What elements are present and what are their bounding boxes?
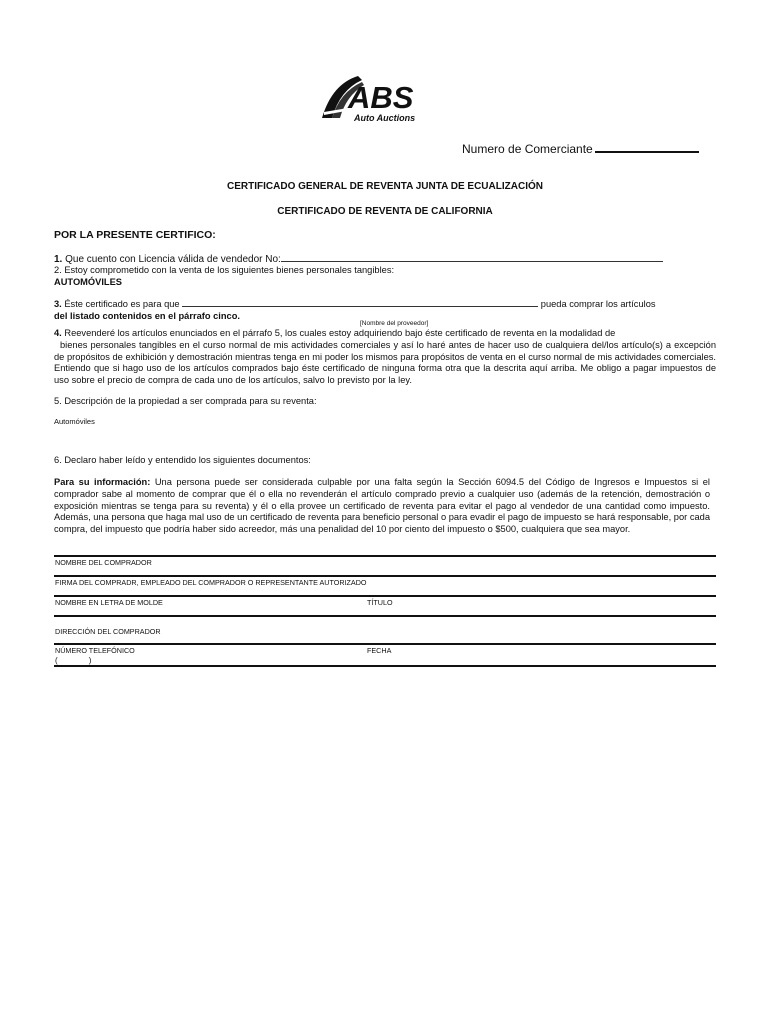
buyer-name-field[interactable] — [54, 575, 716, 577]
address-label: DIRECCIÓN DEL COMPRADOR — [55, 627, 161, 636]
provider-name-field[interactable] — [182, 297, 538, 307]
item-1-number: 1. — [54, 254, 63, 265]
signature-label: FIRMA DEL COMPRADR, EMPLEADO DEL COMPRADOR O REPRESENTANTE AUTORIZADO — [55, 578, 367, 587]
item-5: 5. Descripción de la propiedad a ser comprada para su reventa: — [54, 396, 317, 406]
abs-logo-mark — [318, 68, 418, 126]
item-3-bold-line: del listado contenidos en el párrafo cinco. — [54, 310, 240, 321]
item-1 — [54, 252, 714, 266]
print-name-field[interactable] — [54, 615, 716, 617]
info-label: Para su información: — [54, 477, 151, 487]
info-text: Una persona puede ser considerada culpable por una falta según la Sección 6094.5 del Código de Ingresos e Impuestos si el comprador sabe al momento de comprar que él o ella no revenderán el artículo comprado previo a cualquier uso (además de la retención, demostración o exposición mientras se tenga para su reventa) y él o ella provee un certificado de reventa para evitar el pago al vendedor de una cantidad como impuesto. Además, una persona que haga mal uso de un certificado de reventa para beneficio personal o para evadir el pago de impuesto se hará responsable, por cada compra, del impuesto que podría haber sido acreedor, más una penalidad del 10 por ciento del impuesto o $500, cualquiera que sea mayor. — [54, 477, 710, 535]
item-3-number: 3. — [54, 299, 62, 309]
print-name-label: NOMBRE EN LETRA DE MOLDE — [55, 598, 163, 607]
item-4-number: 4. — [54, 328, 62, 338]
item-5-value: Automóviles — [54, 417, 95, 426]
item-2-text: 2. Estoy comprometido con la venta de los siguientes bienes personales tangibles: — [54, 265, 395, 275]
provider-note: [Nombre del proveedor] — [360, 320, 429, 327]
license-number-field[interactable] — [281, 252, 663, 262]
title-label: TÍTULO — [367, 598, 393, 607]
abs-logo — [318, 68, 418, 126]
item-3-text-a: Éste certificado es para que — [64, 299, 180, 309]
dealer-number-field[interactable] — [595, 151, 699, 153]
form-title: CERTIFICADO GENERAL DE REVENTA JUNTA DE ECUALIZACIÓN — [227, 181, 543, 192]
item-3 — [54, 297, 714, 323]
dealer-number-label: Numero de Comerciante — [462, 142, 593, 156]
field-divider — [54, 555, 716, 557]
item-2 — [54, 265, 714, 289]
buyer-name-label: NOMBRE DEL COMPRADOR — [55, 558, 152, 567]
logo-subtext: Auto Auctions — [354, 113, 416, 123]
address-field[interactable] — [54, 643, 716, 645]
phone-label: NÚMERO TELEFÓNICO — [55, 646, 135, 655]
item-1-text: Que cuento con Licencia válida de vendedor No: — [65, 254, 281, 265]
info-paragraph — [54, 477, 710, 536]
item-4-body: bienes personales tangibles en el curso normal de mis actividades comerciales y así lo haré antes de hacer uso de cualquiera del/los artículo(s) a excepción de propósitos de exhibición y demostración mientras tenga en mi poder los mismos para propósitos de venta en el curso normal de mis actividades comerciales. Entiendo que si hago uso de los artículos comprados bajo éste certificado de ninguna forma otra que la descrita aquí arriba. Me obligo a pagar impuestos de uso sobre el precio de compra de cada uno de los artículos, salvo lo previsto por la ley. — [54, 339, 716, 386]
form-subtitle: CERTIFICADO DE REVENTA DE CALIFORNIA — [277, 206, 493, 217]
date-label: FECHA — [367, 646, 392, 655]
phone-date-field[interactable] — [54, 665, 716, 667]
phone-paren: ( ) — [55, 656, 92, 665]
item-3-text-b: pueda comprar los artículos — [540, 299, 656, 309]
dealer-number — [462, 142, 699, 156]
signature-field[interactable] — [54, 595, 716, 597]
item-2-value: AUTOMÓVILES — [54, 276, 123, 287]
logo-text: ABS — [348, 80, 414, 115]
certify-heading: POR LA PRESENTE CERTIFICO: — [54, 229, 216, 241]
item-4 — [54, 328, 716, 387]
item-6: 6. Declaro haber leído y entendido los siguientes documentos: — [54, 455, 311, 465]
item-4-line1: Reevenderé los artículos enunciados en el párrafo 5, los cuales estoy adquiriendo bajo éste certificado de reventa en la modalidad de — [64, 328, 616, 338]
